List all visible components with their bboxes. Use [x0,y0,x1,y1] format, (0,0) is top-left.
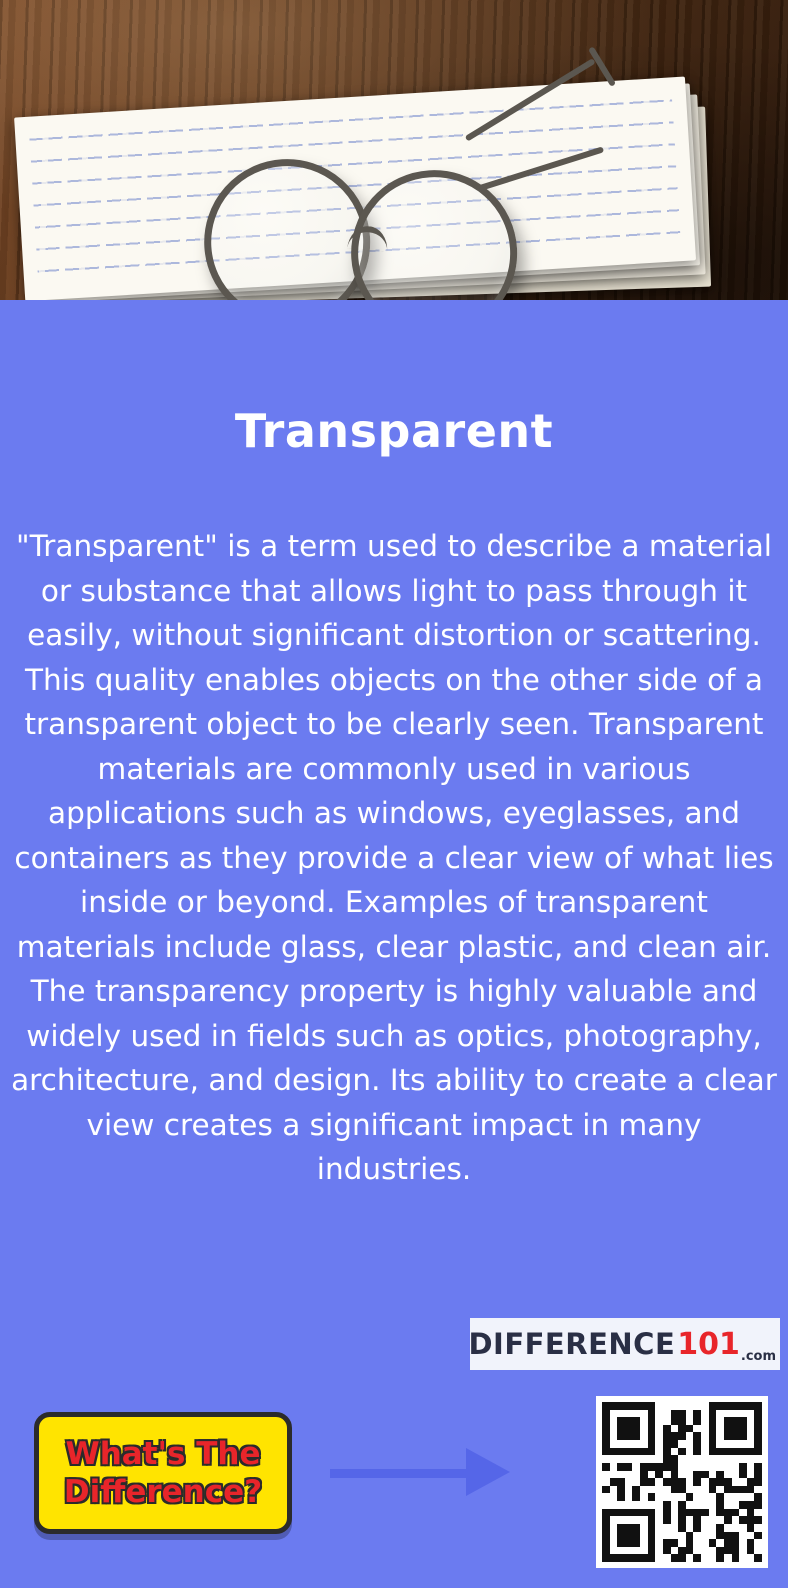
eyeglasses-left-lens [199,154,375,300]
badge-line-2: Difference? [63,1474,263,1510]
arrow-right-icon [330,1466,520,1480]
eyeglasses-icon [174,92,608,300]
qr-code[interactable] [596,1396,768,1568]
qr-code-grid [602,1402,762,1562]
brand-logo-text: DIFFERENCE [468,1327,676,1361]
eyeglasses-temple [478,146,604,191]
whats-the-difference-badge [34,1412,292,1534]
arrow-shaft [330,1469,480,1478]
brand-logo-tld: .com [740,1349,776,1364]
brand-logo [470,1318,780,1370]
arrow-head [466,1448,510,1496]
definition-paragraph: "Transparent" is a term used to describe a material or substance that allows light to pass through it easily, without significant distortion or scattering. This quality enables objects on the other side of a transparent object to be clearly seen. Transparent materials are commonly used in various applications such as windows, eyeglasses, and containers as they provide a clear view of what lies inside or beyond. Examples of transparent materials include glass, clear plastic, and clean air. The transparency property is highly valuable and widely used in fields such as optics, photography, architecture, and design. Its ability to create a clear view creates a significant impact in many industries. [11,529,777,1186]
page-title: Transparent [234,404,554,458]
badge-line-1: What's The [65,1436,261,1472]
hero-photo [0,0,788,300]
brand-logo-number: 101 [677,1326,740,1362]
